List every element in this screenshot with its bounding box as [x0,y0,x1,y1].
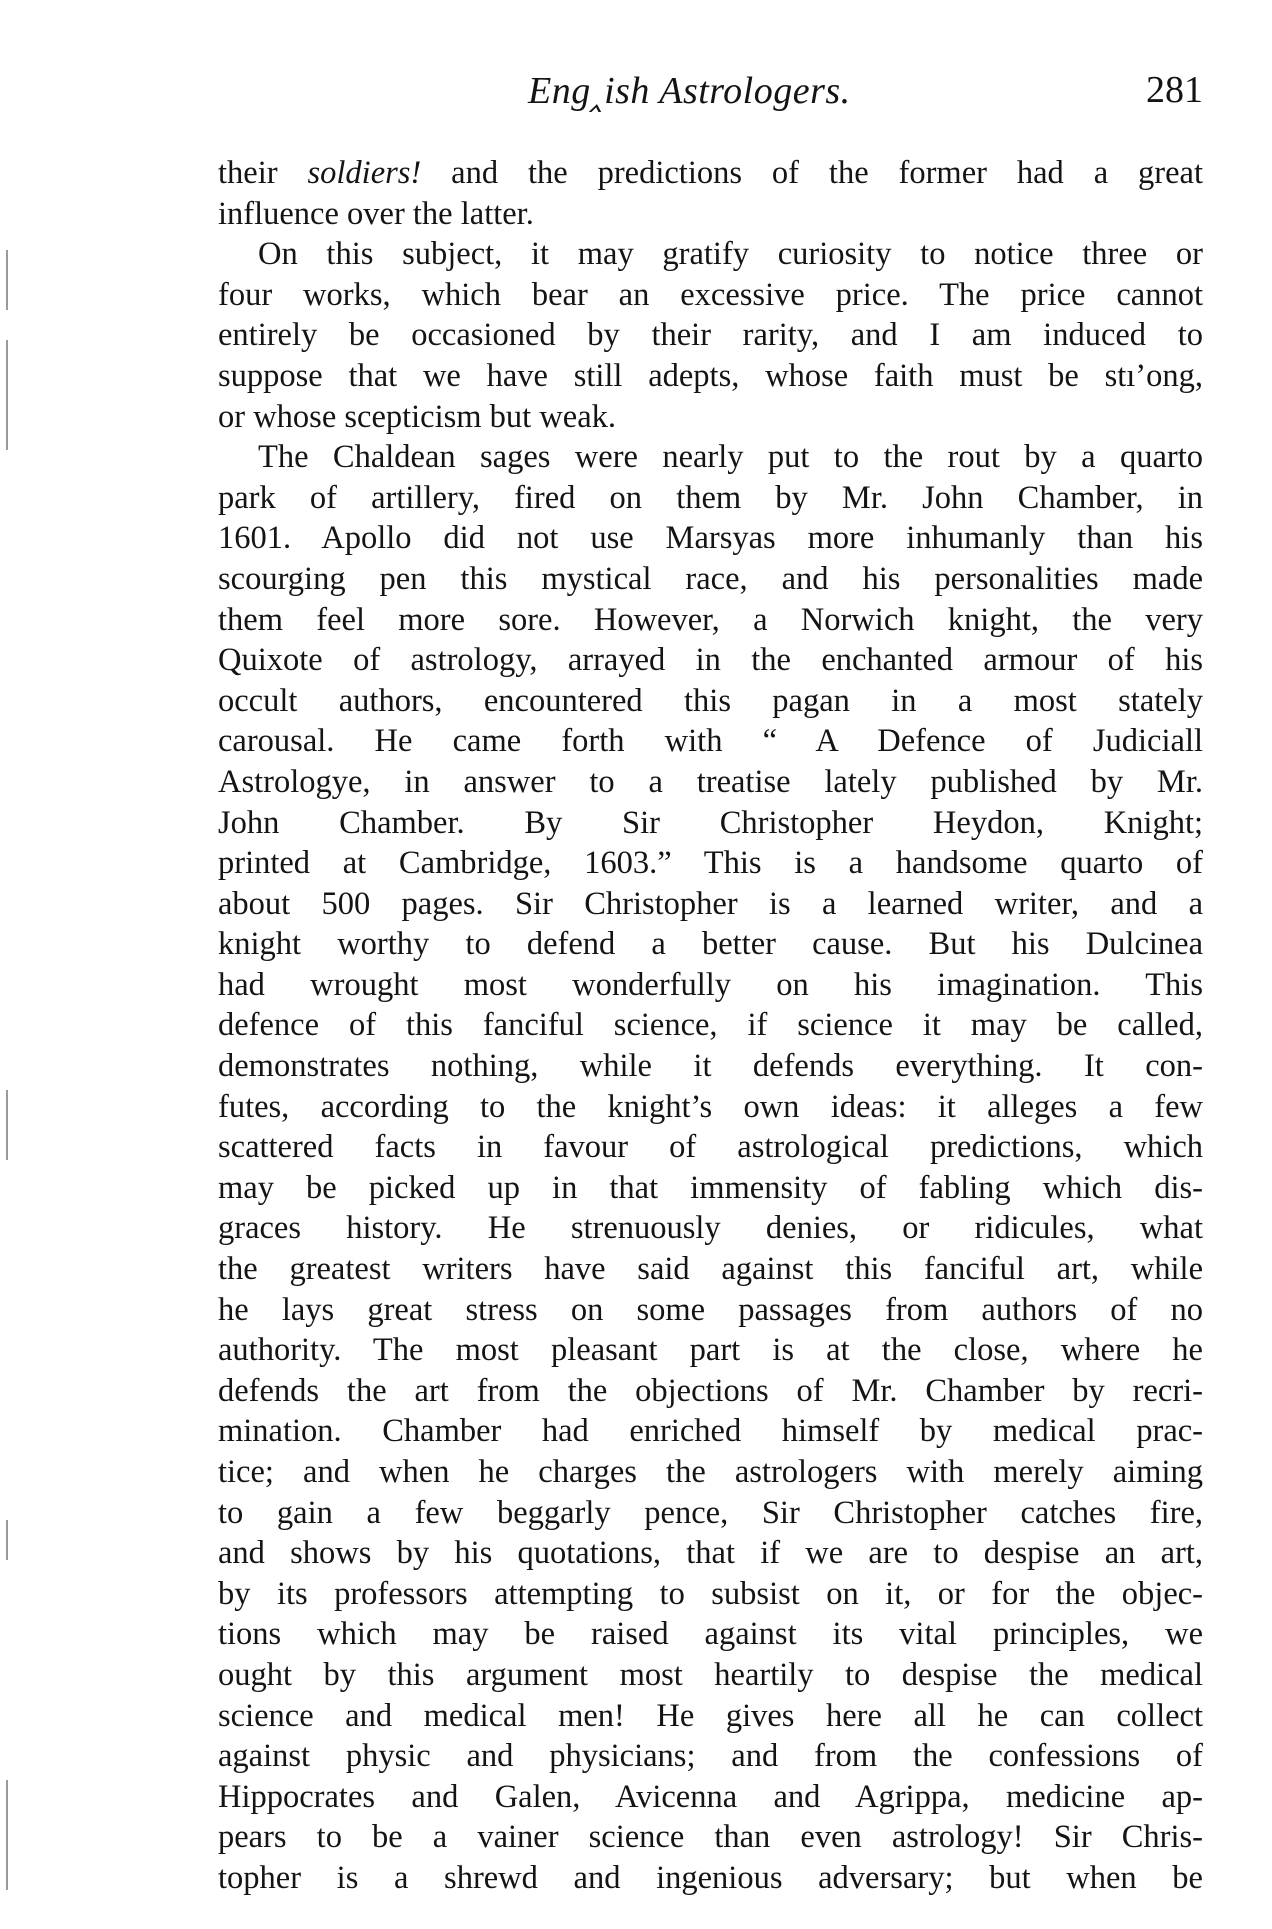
text-line: park of artillery, fired on them by Mr. John Chamber, in [218,479,1203,516]
text-line: by its professors attempting to subsist on it, or for the objec- [218,1575,1203,1612]
text-line: four works, which bear an excessive price. The price cannot [218,276,1203,313]
text-line: he lays great stress on some passages from authors of no [218,1291,1203,1328]
text-line: authority. The most pleasant part is at the close, where he [218,1332,1203,1369]
edge-mark [6,1090,8,1160]
body-text [218,153,1203,1899]
text-line: mination. Chamber had enriched himself by medical prac- [218,1413,1203,1450]
text-line: Astrologye, in answer to a treatise lately published by Mr. [218,763,1203,800]
text-run: their [218,155,308,191]
text-line: against physic and physicians; and from the confessions of [218,1738,1203,1775]
text-line: defends the art from the objections of Mr. Chamber by recri- [218,1372,1203,1409]
text-line: influence over the latter. [218,195,534,232]
text-line: and shows by his quotations, that if we are to despise an art, [218,1535,1203,1572]
page-edge-marks [0,0,20,1929]
text-line: science and medical men! He gives here all he can collect [218,1697,1203,1734]
italic-run: soldiers! [307,155,422,191]
text-line: suppose that we have still adepts, whose faith must be stı’ong, [218,357,1203,394]
text-line: had wrought most wonderfully on his imagination. This [218,966,1203,1003]
text-line: to gain a few beggarly pence, Sir Christopher catches fire, [218,1494,1203,1531]
text-line: tions which may be raised against its vital principles, we [218,1616,1203,1653]
text-line: scattered facts in favour of astrological predictions, which [218,1129,1203,1166]
text-line: pears to be a vainer science than even astrology! Sir Chris- [218,1819,1203,1856]
text-line: knight worthy to defend a better cause. But his Dulcinea [218,926,1203,963]
text-line: may be picked up in that immensity of fabling which dis- [218,1169,1203,1206]
text-line: demonstrates nothing, while it defends everything. It con- [218,1048,1203,1085]
text-line: topher is a shrewd and ingenious adversary; but when be [218,1859,1203,1896]
text-line: On this subject, it may gratify curiosity to notice three or [258,236,1203,273]
text-line: graces history. He strenuously denies, or ridicules, what [218,1210,1203,1247]
text-run: and the predictions of the former had a great [421,155,1204,191]
running-title: Eng‸ish Astrologers. [528,70,851,112]
text-line: carousal. He came forth with “ A Defence of Judiciall [218,723,1203,760]
text-line: about 500 pages. Sir Christopher is a learned writer, and a [218,885,1203,922]
text-line: The Chaldean sages were nearly put to the rout by a quarto [258,439,1203,476]
text-line: Hippocrates and Galen, Avicenna and Agrippa, medicine ap- [218,1778,1203,1815]
edge-mark [6,340,8,450]
text-line: ought by this argument most heartily to despise the medical [218,1656,1203,1693]
text-line: occult authors, encountered this pagan in a most stately [218,682,1203,719]
text-line: printed at Cambridge, 1603.” This is a handsome quarto of [218,845,1203,882]
text-line: them feel more sore. However, a Norwich knight, the very [218,601,1203,638]
page-number: 281 [1146,69,1203,111]
edge-mark [6,250,8,310]
text-line: 1601. Apollo did not use Marsyas more inhumanly than his [218,520,1203,557]
text-line: Quixote of astrology, arrayed in the enchanted armour of his [218,642,1203,679]
edge-mark [6,1520,8,1560]
text-line: the greatest writers have said against this fanciful art, while [218,1251,1203,1288]
page-header [218,68,1203,118]
text-line: futes, according to the knight’s own ideas: it alleges a few [218,1088,1203,1125]
text-line: scourging pen this mystical race, and his personalities made [218,560,1203,597]
text-line: or whose scepticism but weak. [218,398,617,435]
text-line [218,153,1203,194]
text-line: entirely be occasioned by their rarity, and I am induced to [218,317,1203,354]
edge-mark [6,1780,8,1890]
text-line: John Chamber. By Sir Christopher Heydon, Knight; [218,804,1203,841]
text-line: tice; and when he charges the astrologers with merely aiming [218,1454,1203,1490]
text-line: defence of this fanciful science, if science it may be called, [218,1007,1203,1044]
